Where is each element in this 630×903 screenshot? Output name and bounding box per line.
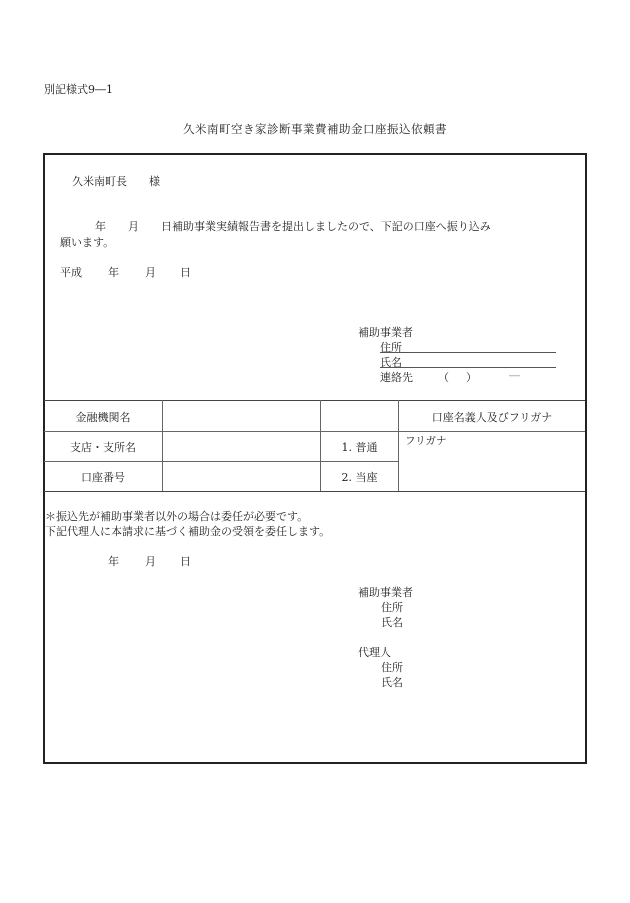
applicant-heading: 補助事業者 bbox=[358, 326, 413, 339]
account-number-input[interactable] bbox=[163, 462, 319, 490]
agent-name-label: 氏名 bbox=[381, 676, 403, 689]
submit-date-year-label: 年 bbox=[108, 266, 119, 279]
submit-date-month-label: 月 bbox=[145, 266, 156, 279]
applicant-address-label: 住所 bbox=[380, 341, 402, 354]
contact-dash: ― bbox=[509, 369, 520, 382]
account-type-current[interactable]: 2. 当座 bbox=[341, 471, 378, 484]
request-text-line1: 年 月 日補助事業実績報告書を提出しましたので、下記の口座へ振り込み bbox=[73, 220, 491, 233]
grantor-address-label: 住所 bbox=[381, 601, 403, 614]
account-holder-header: 口座名義人及びフリガナ bbox=[431, 411, 553, 424]
account-holder-input[interactable] bbox=[399, 446, 584, 490]
document-title: 久米南町空き家診断事業費補助金口座振込依頼書 bbox=[183, 122, 447, 136]
applicant-contact-label: 連絡先 bbox=[380, 371, 413, 384]
delegation-month-label: 月 bbox=[145, 555, 156, 568]
addressee: 久米南町長 様 bbox=[72, 175, 160, 188]
account-number-label: 口座番号 bbox=[81, 471, 125, 484]
bank-extra-cell[interactable] bbox=[321, 401, 397, 430]
applicant-address-field[interactable] bbox=[380, 352, 556, 353]
grantor-name-label: 氏名 bbox=[381, 616, 403, 629]
branch-name-label: 支店・支所名 bbox=[70, 441, 136, 454]
agent-address-label: 住所 bbox=[381, 661, 403, 674]
delegation-note: ＊振込先が補助事業者以外の場合は委任が必要です。 bbox=[45, 510, 309, 523]
table-bottom-border bbox=[44, 491, 585, 492]
account-type-ordinary[interactable]: 1. 普通 bbox=[341, 441, 378, 454]
delegation-year-label: 年 bbox=[108, 555, 119, 568]
furigana-label: フリガナ bbox=[405, 435, 447, 447]
agent-heading: 代理人 bbox=[358, 646, 391, 659]
form-code: 別記様式9―1 bbox=[44, 83, 113, 96]
submit-date-day-label: 日 bbox=[180, 266, 191, 279]
delegation-statement: 下記代理人に本請求に基づく補助金の受領を委任します。 bbox=[45, 525, 331, 538]
applicant-name-label: 氏名 bbox=[380, 356, 402, 369]
submit-date-era: 平成 bbox=[60, 266, 82, 279]
contact-paren-open: （ bbox=[438, 371, 449, 384]
delegation-day-label: 日 bbox=[180, 555, 191, 568]
bank-name-label: 金融機関名 bbox=[75, 411, 131, 424]
grantor-heading: 補助事業者 bbox=[358, 586, 413, 599]
request-text-line2: 願います。 bbox=[60, 236, 115, 249]
branch-name-input[interactable] bbox=[163, 432, 319, 460]
bank-name-input[interactable] bbox=[163, 401, 319, 430]
contact-paren-close: ） bbox=[466, 371, 477, 384]
applicant-name-field[interactable] bbox=[380, 367, 556, 368]
